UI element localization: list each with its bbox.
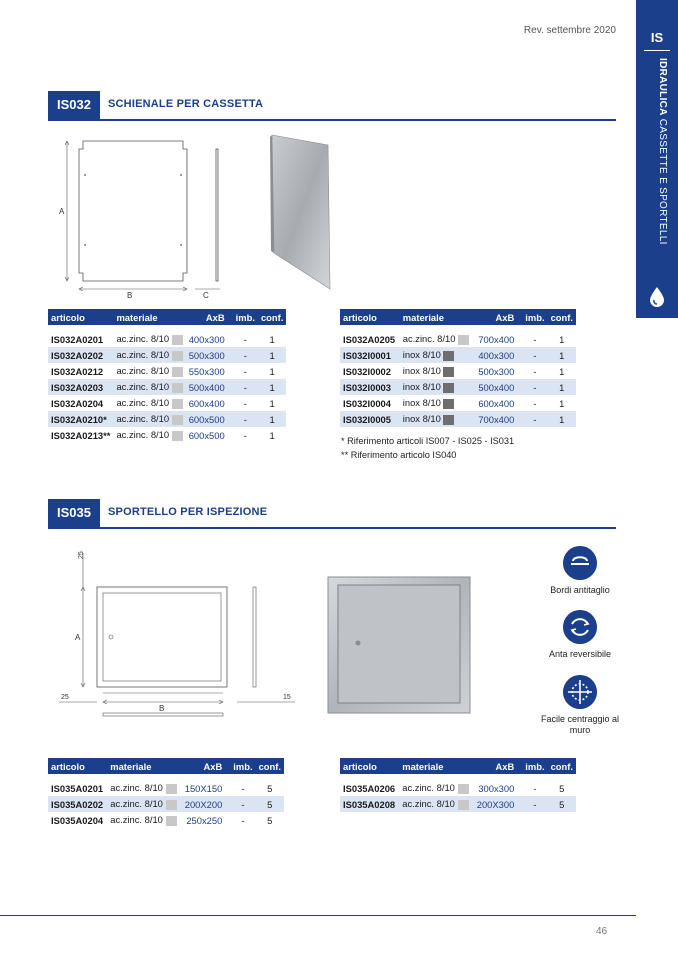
section-header-is032 bbox=[48, 91, 616, 121]
material-swatch bbox=[443, 399, 454, 409]
is032-table-right bbox=[340, 309, 576, 427]
col-conf: conf. bbox=[548, 309, 576, 325]
col-materiale: materiale bbox=[399, 758, 474, 774]
material-swatch bbox=[458, 335, 469, 345]
backplate-technical-drawing bbox=[55, 135, 240, 303]
table-row: IS032I0004 inox 8/10 600x400 - 1 bbox=[343, 397, 565, 409]
col-axb: AxB bbox=[182, 758, 231, 774]
col-imb: imb. bbox=[230, 758, 255, 774]
material-swatch bbox=[443, 351, 454, 361]
backplate-product-photo bbox=[268, 133, 332, 291]
col-imb: imb. bbox=[522, 758, 547, 774]
col-materiale: materiale bbox=[113, 309, 185, 325]
table-row: IS032A0212 ac.zinc. 8/10 550x300 - 1 bbox=[51, 365, 275, 377]
dimension-b-label: B bbox=[159, 704, 165, 713]
dimension-c-label: C bbox=[203, 291, 209, 300]
feature-easy-centering bbox=[536, 675, 624, 736]
dimension-b-label: B bbox=[127, 291, 133, 300]
feature-safe-edges bbox=[536, 546, 624, 596]
col-conf: conf. bbox=[548, 758, 576, 774]
col-articolo: articolo bbox=[340, 309, 400, 325]
table-row: IS032A0213** ac.zinc. 8/10 600x500 - 1 bbox=[51, 429, 275, 441]
access-door-technical-drawing bbox=[55, 545, 300, 723]
table-row: IS032I0003 inox 8/10 500x400 - 1 bbox=[340, 379, 576, 395]
table-row: IS035A0202 ac.zinc. 8/10 200X200 - 5 bbox=[48, 796, 284, 812]
dimension-a-label: A bbox=[75, 633, 81, 642]
is035-table-left bbox=[48, 758, 284, 828]
material-swatch bbox=[443, 415, 454, 425]
material-swatch bbox=[172, 351, 183, 361]
section-title: SCHIENALE PER CASSETTA bbox=[108, 98, 264, 110]
material-swatch bbox=[172, 431, 183, 441]
col-materiale: materiale bbox=[107, 758, 182, 774]
material-swatch bbox=[458, 800, 469, 810]
category-code: IS bbox=[650, 30, 664, 45]
material-swatch bbox=[458, 784, 469, 794]
col-axb: AxB bbox=[475, 309, 522, 325]
col-articolo: articolo bbox=[340, 758, 399, 774]
table-row: IS032I0001 inox 8/10 400x300 - 1 bbox=[340, 347, 576, 363]
table-row: IS032A0203 ac.zinc. 8/10 500x400 - 1 bbox=[48, 379, 286, 395]
material-swatch bbox=[172, 383, 183, 393]
table-row: IS035A0208 ac.zinc. 8/10 200X300 - 5 bbox=[340, 796, 576, 812]
footnote-2: ** Riferimento articolo IS040 bbox=[341, 450, 457, 460]
section-code: IS035 bbox=[48, 499, 100, 527]
material-swatch bbox=[166, 816, 177, 826]
table-row: IS032A0205 ac.zinc. 8/10 700x400 - 1 bbox=[343, 333, 565, 345]
revision-date: Rev. settembre 2020 bbox=[523, 25, 616, 36]
material-swatch bbox=[172, 367, 183, 377]
footer-divider bbox=[0, 915, 636, 916]
centering-target-icon bbox=[563, 675, 597, 709]
dimension-top-label: 25 bbox=[78, 551, 85, 559]
dimension-right-label: 15 bbox=[283, 694, 291, 701]
table-row: IS032I0005 inox 8/10 700x400 - 1 bbox=[340, 411, 576, 427]
access-door-product-photo bbox=[326, 575, 472, 715]
is035-table-right bbox=[340, 758, 576, 812]
table-row: IS032A0201 ac.zinc. 8/10 400x300 - 1 bbox=[51, 333, 275, 345]
table-row: IS032A0202 ac.zinc. 8/10 500x300 - 1 bbox=[48, 347, 286, 363]
safe-edge-icon bbox=[563, 546, 597, 580]
feature-label: Anta reversibile bbox=[548, 649, 612, 659]
table-row: IS032I0002 inox 8/10 500x300 - 1 bbox=[343, 365, 565, 377]
category-divider bbox=[644, 50, 670, 51]
material-swatch bbox=[443, 367, 454, 377]
category-label: IDRAULICA CASSETTE E SPORTELLI bbox=[657, 58, 668, 245]
water-drop-icon bbox=[648, 286, 666, 308]
feature-reversible-door bbox=[536, 610, 624, 660]
col-axb: AxB bbox=[474, 758, 523, 774]
section-code: IS032 bbox=[48, 91, 100, 119]
section-title: SPORTELLO PER ISPEZIONE bbox=[108, 506, 268, 518]
material-swatch bbox=[166, 800, 177, 810]
dimension-left-label: 25 bbox=[61, 694, 69, 701]
table-row: IS035A0201 ac.zinc. 8/10 150X150 - 5 bbox=[51, 782, 273, 794]
material-swatch bbox=[172, 415, 183, 425]
table-row: IS035A0204 ac.zinc. 8/10 250x250 - 5 bbox=[51, 814, 273, 826]
table-row: IS032A0210* ac.zinc. 8/10 600x500 - 1 bbox=[48, 411, 286, 427]
material-swatch bbox=[166, 784, 177, 794]
col-materiale: materiale bbox=[400, 309, 476, 325]
material-swatch bbox=[172, 335, 183, 345]
page-number: 46 bbox=[596, 926, 608, 937]
table-row: IS032A0204 ac.zinc. 8/10 600x400 - 1 bbox=[51, 397, 275, 409]
col-conf: conf. bbox=[256, 758, 284, 774]
col-articolo: articolo bbox=[48, 758, 107, 774]
feature-label: Bordi antitaglio bbox=[550, 585, 610, 595]
section-header-is035 bbox=[48, 499, 616, 529]
col-imb: imb. bbox=[233, 309, 258, 325]
is032-table-left bbox=[48, 309, 286, 443]
table-row: IS035A0206 ac.zinc. 8/10 300x300 - 5 bbox=[343, 782, 565, 794]
material-swatch bbox=[172, 399, 183, 409]
col-conf: conf. bbox=[258, 309, 286, 325]
feature-label: Facile centraggio al muro bbox=[540, 714, 620, 735]
col-articolo: articolo bbox=[48, 309, 113, 325]
reversible-door-icon bbox=[563, 610, 597, 644]
footnote-1: * Riferimento articoli IS007 - IS025 - IS031 bbox=[341, 436, 515, 446]
category-side-tab bbox=[636, 0, 678, 318]
material-swatch bbox=[443, 383, 454, 393]
col-imb: imb. bbox=[522, 309, 547, 325]
col-axb: AxB bbox=[186, 309, 233, 325]
dimension-a-label: A bbox=[59, 207, 65, 216]
